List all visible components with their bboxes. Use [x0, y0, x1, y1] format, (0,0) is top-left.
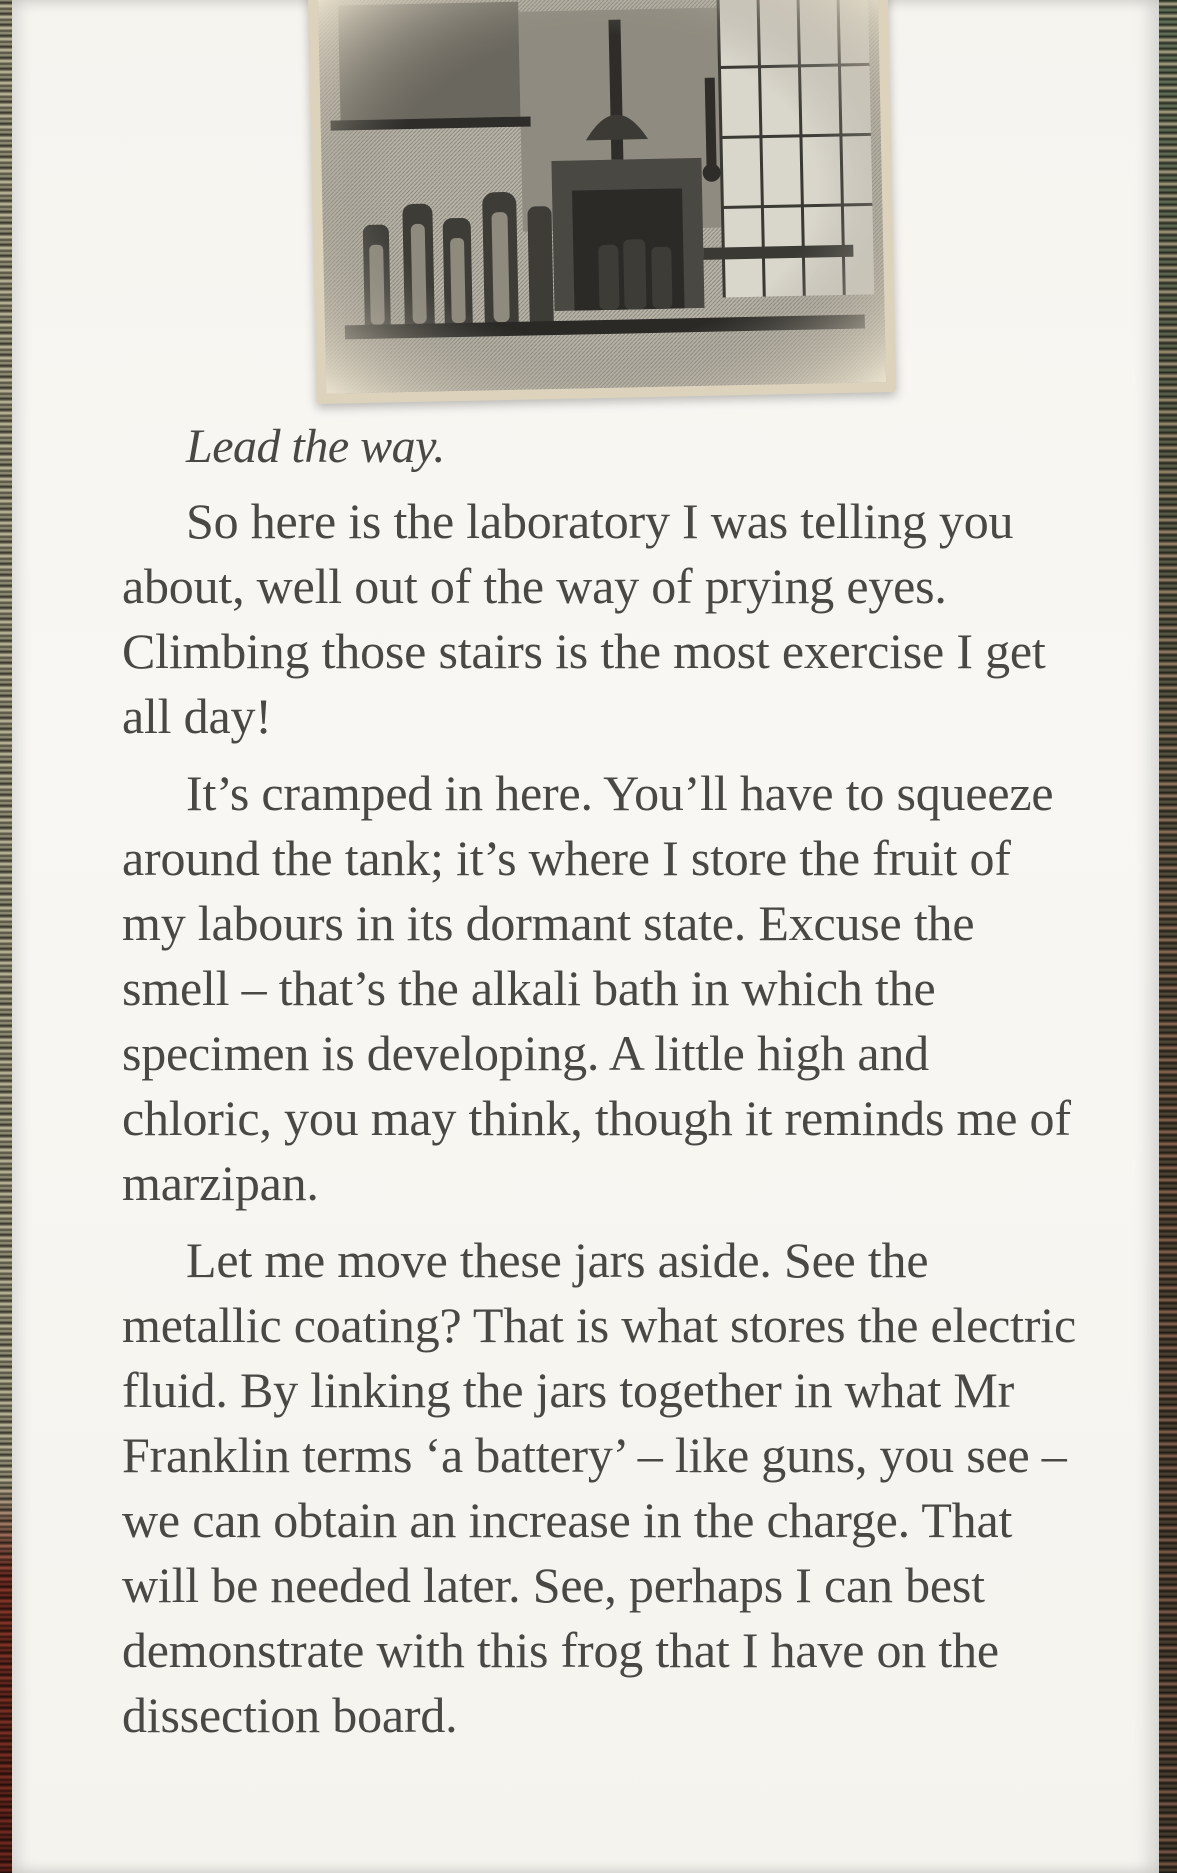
- left-edge-tint: [0, 1480, 12, 1873]
- story-paragraph-2: It’s cramped in here. You’ll have to squeeze around the tank; it’s where I store the fruit of my labours in its dormant state. Excuse the smell – that’s the alkali bath in which the specimen is developing. A little high and chloric, you may think, though it reminds me of marzipan.: [122, 765, 1071, 1211]
- story-paragraph-3: Let me move these jars aside. See the metallic coating? That is what stores the electric fluid. By linking the jars together in what Mr Franklin terms ‘a battery’ – like guns, you see – we can obtain an increase in the charge. That will be needed later. See, perhaps I can best demonstrate with this frog that I have on the dissection board.: [122, 1232, 1076, 1743]
- story-paragraph-1: So here is the laboratory I was telling you about, well out of the way of prying eyes. Climbing those stairs is the most exercise I get all day!: [122, 493, 1046, 744]
- lead-line: Lead the way.: [186, 420, 445, 473]
- book-page[interactable]: [12, 0, 1159, 1873]
- left-page-edge: [0, 0, 12, 1873]
- laboratory-photo: [308, 0, 897, 404]
- right-page-edge: [1159, 0, 1177, 1873]
- right-edge-tint: [1159, 0, 1177, 1873]
- laboratory-engraving-icon: [318, 0, 886, 394]
- story-text: [122, 415, 1082, 1760]
